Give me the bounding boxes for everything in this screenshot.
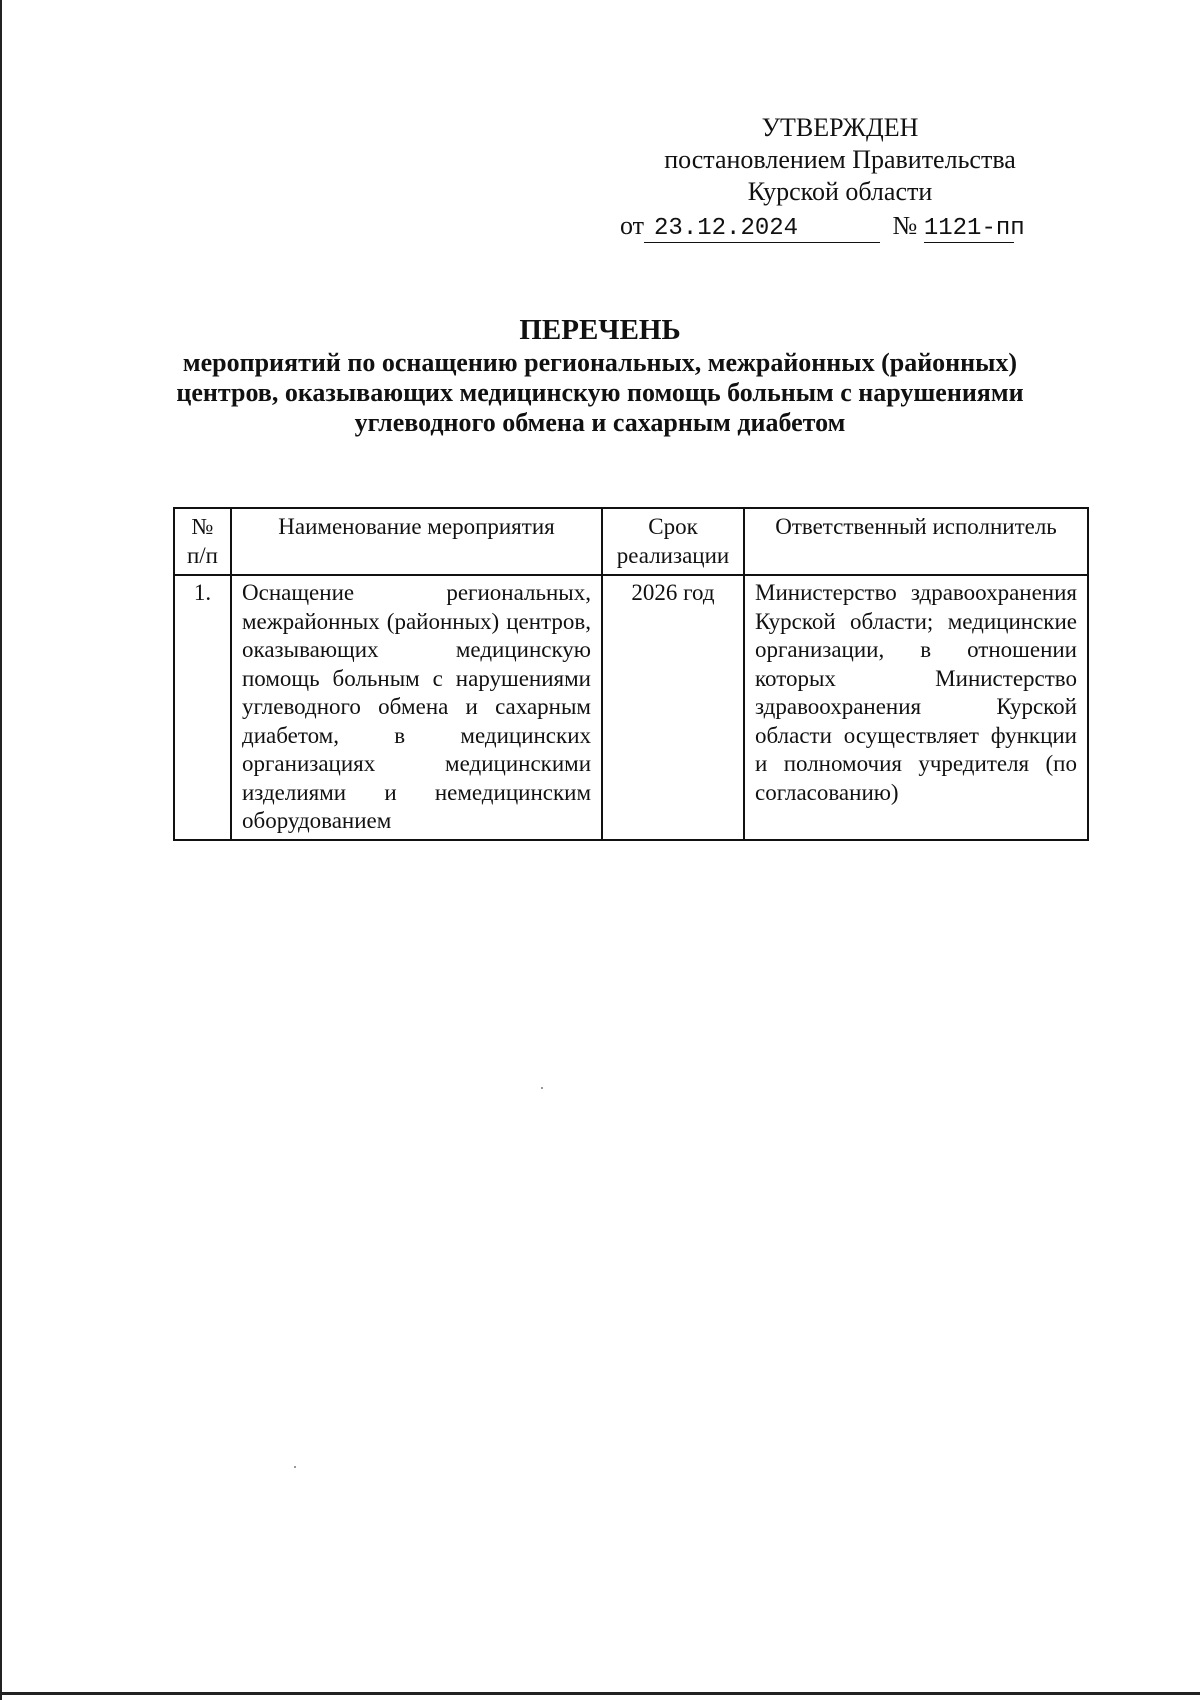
page-edge-left [0,0,2,1700]
document-heading: ПЕРЕЧЕНЬ [519,314,681,346]
header-term-line-2: реализации [616,542,730,568]
scan-speck [541,1087,543,1089]
approval-line-2: Курской области [747,177,933,206]
date-prefix: от [620,211,645,240]
approval-date: 23.12.2024 [644,216,880,243]
document-subtitle: мероприятий по оснащению региональных, межрайонных (районных) центров, оказывающих медицинскую помощь больным с нарушениями углеводного обмена и сахарным диабетом [176,348,1024,437]
table-header-row [174,508,1088,575]
header-term [602,508,744,575]
approval-stamp [620,112,1120,243]
row-executor: Министерство здравоохранения Курской области; медицинские организации, в отношении которых Министерство здравоохранения Курской области осуществляет функции и полномочия учредителя (по согласованию) [744,575,1088,840]
approval-number: 1121-пп [923,215,1025,242]
page-edge-bottom [0,1692,1200,1695]
header-name: Наименование мероприятия [231,508,602,575]
approval-date-row [620,210,1120,243]
table-row [174,575,1088,840]
header-num [174,508,231,575]
row-num: 1. [174,575,231,840]
header-executor: Ответственный исполнитель [744,508,1088,575]
scan-speck [294,1466,296,1468]
header-term-line-1: Срок [648,514,698,539]
header-num-line-2: п/п [186,542,218,568]
header-num-line-1: № [191,514,214,539]
measures-table [173,507,1089,841]
document-title-block [150,312,1050,438]
approval-title: УТВЕРЖДЕН [761,113,919,142]
number-prefix: № [892,211,918,240]
row-name: Оснащение региональных, межрайонных (районных) центров, оказывающих медицинскую помощь больным с нарушениями углеводного обмена и сахарным диабетом, в медицинских организациях медицинскими изделиями и немедицинским оборудованием [231,575,602,840]
row-term: 2026 год [602,575,744,840]
approval-line-1: постановлением Правительства [664,145,1016,174]
